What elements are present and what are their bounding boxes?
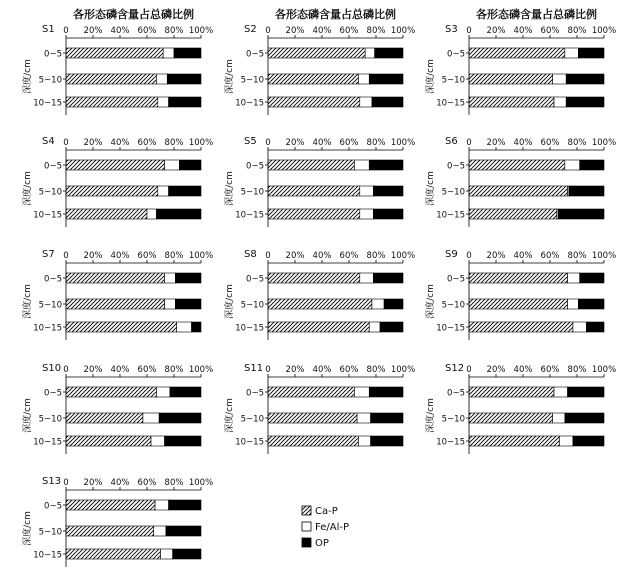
row-label: 5~10 (38, 527, 62, 538)
bar-segment-fe-al-p (154, 526, 166, 536)
row-label: 0~5 (246, 161, 264, 172)
row-label: 5~10 (38, 75, 62, 86)
row-label: 0~5 (44, 501, 62, 512)
panel-s11 (223, 363, 415, 454)
bar-segment-op (384, 299, 403, 309)
panel-title: 各形态磷含量占总磷比例 (275, 8, 396, 21)
bar-segment-ca-p (66, 387, 156, 397)
x-tick-label: 0 (466, 138, 472, 148)
row-label: 5~10 (441, 300, 465, 311)
bar-segment-op (166, 526, 201, 536)
site-label: S1 (42, 24, 55, 35)
bar-segment-op (179, 160, 201, 170)
bar-segment-op (371, 413, 403, 423)
row-label: 10~15 (235, 437, 264, 448)
bar-segment-ca-p (469, 186, 568, 196)
row-label: 5~10 (441, 414, 465, 425)
x-tick-label: 20% (83, 26, 103, 36)
row-label: 5~10 (240, 75, 264, 86)
x-tick-label: 40% (513, 251, 533, 261)
bar-segment-ca-p (66, 273, 165, 283)
bar-segment-op (167, 74, 201, 84)
x-tick-label: 60% (137, 365, 157, 375)
x-tick-label: 40% (513, 365, 533, 375)
x-tick-label: 0 (63, 365, 69, 375)
x-tick-label: 20% (83, 365, 103, 375)
x-tick-label: 20% (285, 138, 305, 148)
x-tick-label: 40% (110, 478, 130, 488)
row-label: 5~10 (240, 414, 264, 425)
bar-segment-op (169, 500, 201, 510)
bar-segment-fe-al-p (565, 48, 579, 58)
row-label: 0~5 (447, 388, 465, 399)
bar-segment-ca-p (66, 322, 177, 332)
bar-segment-fe-al-p (559, 436, 573, 446)
bar-segment-fe-al-p (358, 74, 369, 84)
bar-segment-op (578, 48, 604, 58)
x-tick-label: 0 (63, 138, 69, 148)
bar-segment-ca-p (268, 74, 358, 84)
row-label: 5~10 (38, 187, 62, 198)
x-tick-label: 60% (339, 251, 359, 261)
row-label: 0~5 (447, 49, 465, 60)
bar-segment-fe-al-p (158, 97, 169, 107)
bar-segment-fe-al-p (151, 436, 165, 446)
x-tick-label: 100% (591, 365, 617, 375)
x-tick-label: 0 (265, 138, 271, 148)
panel-title: 各形态磷含量占总磷比例 (73, 8, 194, 21)
x-tick-label: 80% (567, 138, 587, 148)
legend-label-fe-al-p: Fe/Al-P (315, 522, 349, 533)
panel-s2 (223, 7, 415, 115)
bar-segment-op (566, 74, 604, 84)
row-label: 0~5 (44, 388, 62, 399)
bar-segment-ca-p (268, 413, 357, 423)
bar-segment-fe-al-p (358, 436, 370, 446)
panel-s6 (424, 136, 616, 227)
x-tick-label: 80% (366, 365, 386, 375)
row-label: 0~5 (447, 274, 465, 285)
bar-segment-op (371, 436, 403, 446)
bar-segment-fe-al-p (163, 48, 174, 58)
x-tick-label: 100% (591, 26, 617, 36)
bar-segment-op (586, 322, 604, 332)
x-tick-label: 100% (390, 365, 416, 375)
y-axis-title: 深度/cm (426, 59, 436, 94)
row-label: 10~15 (436, 98, 465, 109)
x-tick-label: 80% (567, 26, 587, 36)
y-axis-title: 深度/cm (23, 59, 33, 94)
site-label: S5 (244, 136, 257, 147)
bar-segment-ca-p (268, 186, 360, 196)
x-tick-label: 20% (83, 478, 103, 488)
x-tick-label: 100% (188, 138, 214, 148)
legend-swatch-ca-p (302, 506, 311, 515)
x-tick-label: 80% (164, 26, 184, 36)
site-label: S9 (445, 249, 458, 260)
bar-segment-fe-al-p (156, 74, 167, 84)
bar-segment-ca-p (66, 526, 154, 536)
site-label: S2 (244, 24, 257, 35)
bar-segment-fe-al-p (573, 322, 587, 332)
bar-segment-ca-p (66, 549, 161, 559)
x-tick-label: 100% (390, 26, 416, 36)
legend (302, 506, 349, 549)
site-label: S7 (42, 249, 55, 260)
site-label: S8 (244, 249, 257, 260)
x-tick-label: 40% (513, 138, 533, 148)
row-label: 5~10 (38, 300, 62, 311)
x-tick-label: 100% (188, 26, 214, 36)
y-axis-title: 深度/cm (225, 171, 235, 206)
bar-segment-op (169, 97, 201, 107)
bar-segment-fe-al-p (554, 387, 568, 397)
site-label: S3 (445, 24, 458, 35)
x-tick-label: 20% (285, 251, 305, 261)
x-tick-label: 0 (63, 251, 69, 261)
bar-segment-fe-al-p (354, 387, 369, 397)
legend-label-ca-p: Ca-P (315, 506, 338, 517)
bar-segment-fe-al-p (568, 299, 579, 309)
row-label: 10~15 (33, 98, 62, 109)
bar-segment-op (565, 413, 604, 423)
bar-segment-fe-al-p (147, 209, 156, 219)
bar-segment-op (174, 48, 201, 58)
y-axis-title: 深度/cm (23, 511, 33, 546)
row-label: 10~15 (235, 210, 264, 221)
y-axis-title: 深度/cm (426, 398, 436, 433)
bar-segment-ca-p (66, 299, 165, 309)
bar-segment-fe-al-p (554, 97, 566, 107)
bar-segment-op (369, 74, 403, 84)
x-tick-label: 20% (83, 138, 103, 148)
row-label: 5~10 (38, 414, 62, 425)
y-axis-title: 深度/cm (225, 398, 235, 433)
panels-layer (21, 7, 616, 567)
bar-segment-fe-al-p (354, 160, 369, 170)
bar-segment-ca-p (469, 273, 568, 283)
bar-segment-ca-p (66, 413, 143, 423)
bar-segment-fe-al-p (553, 74, 567, 84)
bar-segment-ca-p (66, 97, 158, 107)
legend-label-op: OP (315, 538, 329, 549)
row-label: 10~15 (235, 323, 264, 334)
row-label: 10~15 (33, 323, 62, 334)
bar-segment-fe-al-p (365, 48, 374, 58)
bar-segment-fe-al-p (143, 413, 159, 423)
x-tick-label: 80% (366, 251, 386, 261)
panel-s10 (21, 363, 213, 454)
x-tick-label: 60% (540, 365, 560, 375)
row-label: 10~15 (436, 210, 465, 221)
bar-segment-ca-p (469, 209, 557, 219)
x-tick-label: 20% (486, 138, 506, 148)
row-label: 0~5 (44, 49, 62, 60)
bar-segment-ca-p (268, 209, 360, 219)
bar-segment-op (175, 299, 201, 309)
x-tick-label: 80% (164, 365, 184, 375)
x-tick-label: 20% (83, 251, 103, 261)
panel-s4 (21, 136, 213, 227)
x-tick-label: 100% (591, 138, 617, 148)
bar-segment-op (373, 186, 403, 196)
row-label: 10~15 (436, 437, 465, 448)
bar-segment-op (373, 273, 403, 283)
bar-segment-ca-p (469, 299, 568, 309)
row-label: 5~10 (441, 187, 465, 198)
x-tick-label: 60% (137, 138, 157, 148)
bar-segment-op (369, 160, 403, 170)
x-tick-label: 100% (188, 251, 214, 261)
y-axis-title: 深度/cm (426, 171, 436, 206)
y-axis-title: 深度/cm (225, 284, 235, 319)
row-label: 10~15 (33, 550, 62, 561)
x-tick-label: 60% (339, 365, 359, 375)
bar-segment-ca-p (469, 413, 553, 423)
bar-segment-op (175, 273, 201, 283)
x-tick-label: 60% (137, 26, 157, 36)
bar-segment-fe-al-p (158, 186, 169, 196)
x-tick-label: 40% (110, 365, 130, 375)
bar-segment-op (580, 160, 604, 170)
bar-segment-ca-p (66, 48, 163, 58)
bar-segment-fe-al-p (360, 186, 374, 196)
bar-segment-fe-al-p (156, 387, 170, 397)
x-tick-label: 80% (164, 251, 184, 261)
bar-segment-fe-al-p (372, 299, 384, 309)
y-axis-title: 深度/cm (426, 284, 436, 319)
bar-segment-op (578, 299, 604, 309)
bar-segment-ca-p (66, 160, 165, 170)
site-label: S6 (445, 136, 458, 147)
panel-s13 (21, 476, 213, 567)
x-tick-label: 100% (188, 365, 214, 375)
x-tick-label: 80% (366, 26, 386, 36)
bar-segment-op (170, 387, 201, 397)
x-tick-label: 40% (312, 365, 332, 375)
x-tick-label: 100% (390, 251, 416, 261)
x-tick-label: 60% (540, 251, 560, 261)
row-label: 0~5 (44, 161, 62, 172)
site-label: S4 (42, 136, 55, 147)
legend-swatch-op (302, 538, 311, 547)
x-tick-label: 80% (567, 365, 587, 375)
bar-segment-ca-p (268, 387, 354, 397)
x-tick-label: 60% (540, 26, 560, 36)
bar-segment-op (369, 387, 403, 397)
x-tick-label: 20% (285, 365, 305, 375)
panel-s9 (424, 249, 616, 340)
bar-segment-op (192, 322, 201, 332)
y-axis-title: 深度/cm (225, 59, 235, 94)
panel-s1 (21, 7, 213, 115)
site-label: S13 (42, 476, 62, 487)
bar-segment-ca-p (268, 273, 360, 283)
bar-segment-op (580, 273, 604, 283)
y-axis-title: 深度/cm (23, 284, 33, 319)
bar-segment-fe-al-p (161, 549, 173, 559)
row-label: 0~5 (246, 49, 264, 60)
bar-segment-ca-p (66, 209, 147, 219)
bar-segment-ca-p (469, 74, 553, 84)
bar-segment-fe-al-p (165, 273, 176, 283)
bar-segment-ca-p (469, 160, 565, 170)
bar-segment-ca-p (469, 48, 565, 58)
row-label: 10~15 (33, 437, 62, 448)
bar-segment-ca-p (268, 97, 360, 107)
panel-title: 各形态磷含量占总磷比例 (476, 8, 597, 21)
x-tick-label: 80% (164, 478, 184, 488)
row-label: 0~5 (246, 388, 264, 399)
x-tick-label: 0 (466, 26, 472, 36)
bar-segment-fe-al-p (568, 273, 580, 283)
row-label: 0~5 (44, 274, 62, 285)
bar-segment-ca-p (268, 160, 354, 170)
x-tick-label: 60% (339, 138, 359, 148)
panel-s12 (424, 363, 616, 454)
bar-segment-fe-al-p (357, 413, 371, 423)
x-tick-label: 80% (164, 138, 184, 148)
bar-segment-op (165, 436, 201, 446)
legend-swatch-fe-al-p (302, 522, 311, 531)
y-axis-title: 深度/cm (23, 398, 33, 433)
bar-segment-op (380, 322, 403, 332)
bar-segment-op (568, 387, 604, 397)
x-tick-label: 40% (312, 26, 332, 36)
row-label: 5~10 (240, 187, 264, 198)
bar-segment-fe-al-p (155, 500, 169, 510)
x-tick-label: 0 (466, 251, 472, 261)
bar-segment-ca-p (469, 436, 559, 446)
bar-segment-op (159, 413, 201, 423)
row-label: 0~5 (246, 274, 264, 285)
row-label: 5~10 (441, 75, 465, 86)
row-label: 5~10 (240, 300, 264, 311)
bar-segment-op (372, 97, 403, 107)
bar-segment-ca-p (268, 48, 365, 58)
bar-segment-fe-al-p (360, 97, 372, 107)
bar-segment-op (375, 48, 403, 58)
bar-segment-op (573, 436, 604, 446)
x-tick-label: 20% (486, 251, 506, 261)
x-tick-label: 40% (312, 251, 332, 261)
bar-segment-ca-p (66, 500, 155, 510)
row-label: 10~15 (235, 98, 264, 109)
bar-segment-op (373, 209, 403, 219)
panel-s5 (223, 136, 415, 227)
bar-segment-fe-al-p (177, 322, 192, 332)
bar-segment-fe-al-p (553, 413, 565, 423)
x-tick-label: 0 (265, 251, 271, 261)
bar-segment-fe-al-p (165, 299, 176, 309)
bar-segment-ca-p (66, 186, 158, 196)
row-label: 10~15 (436, 323, 465, 334)
bar-segment-ca-p (268, 436, 358, 446)
x-tick-label: 20% (486, 26, 506, 36)
panel-s7 (21, 249, 213, 340)
row-label: 10~15 (33, 210, 62, 221)
bar-segment-op (566, 97, 604, 107)
bar-segment-fe-al-p (165, 160, 180, 170)
bar-segment-op (169, 186, 201, 196)
x-tick-label: 0 (63, 26, 69, 36)
x-tick-label: 80% (366, 138, 386, 148)
x-tick-label: 80% (567, 251, 587, 261)
bar-segment-op (173, 549, 201, 559)
bar-segment-ca-p (66, 436, 151, 446)
panel-s8 (223, 249, 415, 340)
x-tick-label: 40% (513, 26, 533, 36)
bar-segment-ca-p (469, 387, 554, 397)
site-label: S12 (445, 363, 465, 374)
bar-segment-ca-p (66, 74, 156, 84)
row-label: 0~5 (447, 161, 465, 172)
bar-segment-fe-al-p (565, 160, 580, 170)
x-tick-label: 100% (390, 138, 416, 148)
bar-segment-ca-p (268, 322, 369, 332)
bar-segment-op (569, 186, 604, 196)
bar-segment-fe-al-p (360, 273, 374, 283)
bar-segment-ca-p (268, 299, 372, 309)
x-tick-label: 20% (486, 365, 506, 375)
bar-segment-op (558, 209, 604, 219)
x-tick-label: 100% (591, 251, 617, 261)
x-tick-label: 60% (137, 478, 157, 488)
x-tick-label: 0 (63, 478, 69, 488)
x-tick-label: 60% (540, 138, 560, 148)
x-tick-label: 60% (137, 251, 157, 261)
x-tick-label: 0 (265, 26, 271, 36)
site-label: S10 (42, 363, 62, 374)
x-tick-label: 0 (265, 365, 271, 375)
x-tick-label: 40% (312, 138, 332, 148)
bar-segment-fe-al-p (369, 322, 380, 332)
x-tick-label: 0 (466, 365, 472, 375)
x-tick-label: 60% (339, 26, 359, 36)
bar-segment-fe-al-p (360, 209, 374, 219)
bar-segment-op (156, 209, 201, 219)
bar-segment-ca-p (469, 97, 554, 107)
x-tick-label: 40% (110, 26, 130, 36)
x-tick-label: 20% (285, 26, 305, 36)
x-tick-label: 40% (110, 138, 130, 148)
y-axis-title: 深度/cm (23, 171, 33, 206)
site-label: S11 (244, 363, 264, 374)
bar-segment-ca-p (469, 322, 573, 332)
x-tick-label: 40% (110, 251, 130, 261)
x-tick-label: 100% (188, 478, 214, 488)
panel-s3 (424, 7, 616, 115)
